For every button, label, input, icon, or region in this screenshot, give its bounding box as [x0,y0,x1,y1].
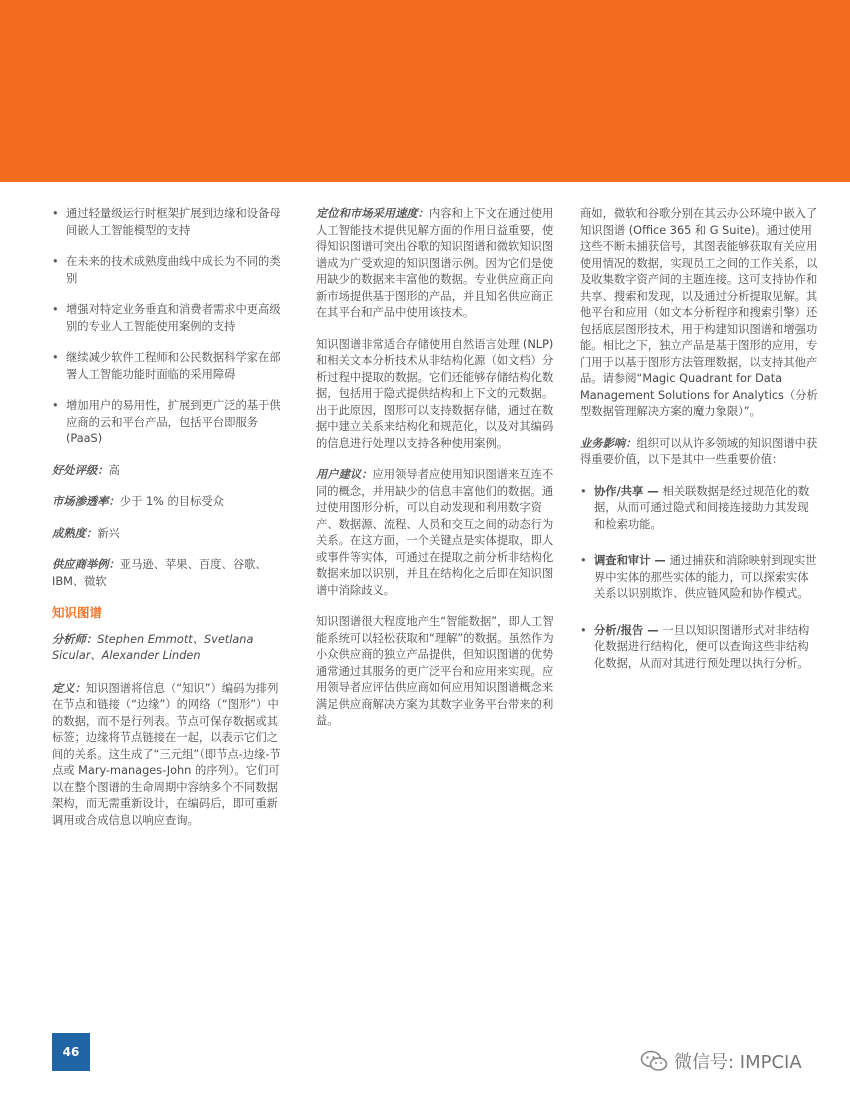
maturity-value: 新兴 [97,526,120,540]
list-item: • 继续减少软件工程师和公民数据科学家在部署人工智能功能时面临的采用障碍 [52,350,288,383]
impact-text: 组织可以从许多领域的知识图谱中获得重要价值，以下是其中一些重要价值： [580,436,818,466]
list-item: • 增强对特定业务垂直和消费者需求中更高级别的专业人工智能使用案例的支持 [52,302,288,335]
vendors-label: 供应商举例： [52,558,120,571]
analysts [52,632,288,665]
wechat-icon [640,1050,668,1072]
bullet-list-trends [52,206,288,448]
value-term: 协作/共享 — [594,484,663,498]
position-paragraph [316,206,556,322]
watermark-text: 微信号: IMPCIA [674,1052,802,1073]
sample-vendors [52,557,288,590]
list-item: • 增加用户的易用性，扩展到更广泛的基于供应商的云和平台产品，包括平台即服务 (PaaS) [52,398,288,448]
penetration-value: 少于 1% 的目标受众 [119,495,224,508]
definition-text: 知识图谱将信息（“知识”）编码为排列在节点和链接（“边缘”）的网络（“图形”）中的数据，而不是行列表。节点可保存数据或其标签；边缘将节点链接在一起，以表示它们之间的关系。这生成了“三元组”（即节点-边缘-节点或 Mary-manages-John 的序列）。它们可以在整个图谱的生命周期中容纳多个不同数据架构，而无需重新设计，在编码后，即可重新调用或合成信息以响应查询。 [52,681,281,827]
nlp-paragraph: 知识图谱非常适合存储使用自然语言处理 (NLP) 和相关文本分析技术从非结构化源（如文档）分析过程中提取的数据。它们还能够存储结构化数据，包括用于隐式提供结构和上下文的元数据。出于此原因，图形可以支持数据存储，通过在数据中建立关系来结构化和规范化，以及对其编码的信息进行处理以支持各种使用案例。 [316,337,554,450]
value-term: 分析/报告 — [594,623,663,637]
value-text: 一旦以知识图谱形式对非结构化数据进行结构化，便可以查询这些非结构化数据，从而对其进行预处理以执行分析。 [594,623,810,670]
list-item [580,553,818,603]
position-text: 内容和上下文在通过使用人工智能技术提供见解方面的作用日益重要，使得知识图谱可突出谷歌的知识图谱和微软知识图谱成为广受欢迎的知识图谱示例。因为它们是使用缺少的数据来丰富他的数据。专业供应商正向新市场提供基于图形的产品，并且知名供应商正在其平台和产品中使用该技术。 [316,207,554,319]
maturity [52,526,288,543]
column-right [580,206,818,692]
position-label: 定位和市场采用速度： [316,207,429,220]
vendors-value: 亚马逊、苹果、百度、谷歌、IBM、微软 [52,558,267,588]
definition [52,681,288,830]
header-banner [0,0,850,182]
user-advice-label: 用户建议： [316,468,373,481]
definition-label: 定义： [52,681,86,695]
business-impact [580,436,818,469]
value-text: 通过捕获和消除映射到现实世界中实体的那些实体的能力，可以探索实体关系以识别欺诈、供应链风险和协作模式。 [594,554,817,600]
list-item [580,623,818,673]
penetration-label: 市场渗透率： [52,495,120,508]
analysts-label: 分析师： [52,632,98,646]
column-middle [316,206,556,745]
user-advice-paragraph [316,467,556,599]
maturity-label: 成熟度： [52,526,98,540]
list-item [580,484,818,534]
market-penetration [52,494,288,511]
wechat-watermark [640,1048,830,1074]
value-term: 调查和审计 — [594,554,670,567]
benefit-value: 高 [108,463,120,477]
analysts-value: Stephen Emmott、Svetlana Sicular、Alexander Linden [52,632,254,662]
list-item: • 在未来的技术成熟度曲线中成长为不同的类别 [52,254,288,287]
impact-label: 业务影响： [580,436,637,450]
section-title: 知识图谱 [52,605,103,620]
value-text: 相关联数据是经过规范化的数据，从而可通过隐式和间接连接助力其发现和检索功能。 [594,484,810,531]
platform-paragraph: 商如，微软和谷歌分别在其云办公环境中嵌入了知识图谱 (Office 365 和 G Suite)。通过使用这些不断未捕获信号，其图表能够获取有关应用使用情况的数据，实现员工之间的工作关系，以及收集数字资产间的主题连接。这可支持协作和共享、搜索和发现，以及通过分析提取见解。其他平台和应用（如文本分析程序和搜索引擎）还包括底层图形技术，用于构建知识图谱和增强功能。相比之下，独立产品是基于图形的应用，专门用于以基于图形方法管理数据，以支持其他产品。请参阅“Magic Quadrant for Data Management Solutions for Analytics（分析型数据管理解决方案的魔力象限）”。 [580,207,818,418]
list-item: • 通过轻量级运行时框架扩展到边缘和设备母间嵌人工智能模型的支持 [52,206,288,239]
page-number: 46 [52,1033,90,1071]
column-left [52,206,288,844]
smart-data-paragraph: 知识图谱很大程度地产生“智能数据”，即人工智能系统可以轻松获取和“理解”的数据。虽然作为小众供应商的独立产品提供，但知识图谱的优势通常通过其服务的更广泛平台和应用来实现。应用领导者应评估供应商如何应用知识图谱概念来满足供应商解决方案为其数字业务平台带来的利益。 [316,615,554,727]
benefit-rating [52,463,288,480]
user-advice-text: 应用领导者应使用知识图谱来互连不同的概念，并用缺少的信息丰富他们的数据。通过使用图形分析，可以自动发现和利用数字资产、数据源、流程、人员和交互之间的动态行为关系。在这方面，一个关键点是实体提取，即人或事件等实体，可通过在提取之前分析非结构化数据来加以识别，并且在结构化之后即在知识图谱中消除歧义。 [316,468,554,597]
benefit-label: 好处评级： [52,463,109,477]
bullet-list-values [580,484,818,673]
